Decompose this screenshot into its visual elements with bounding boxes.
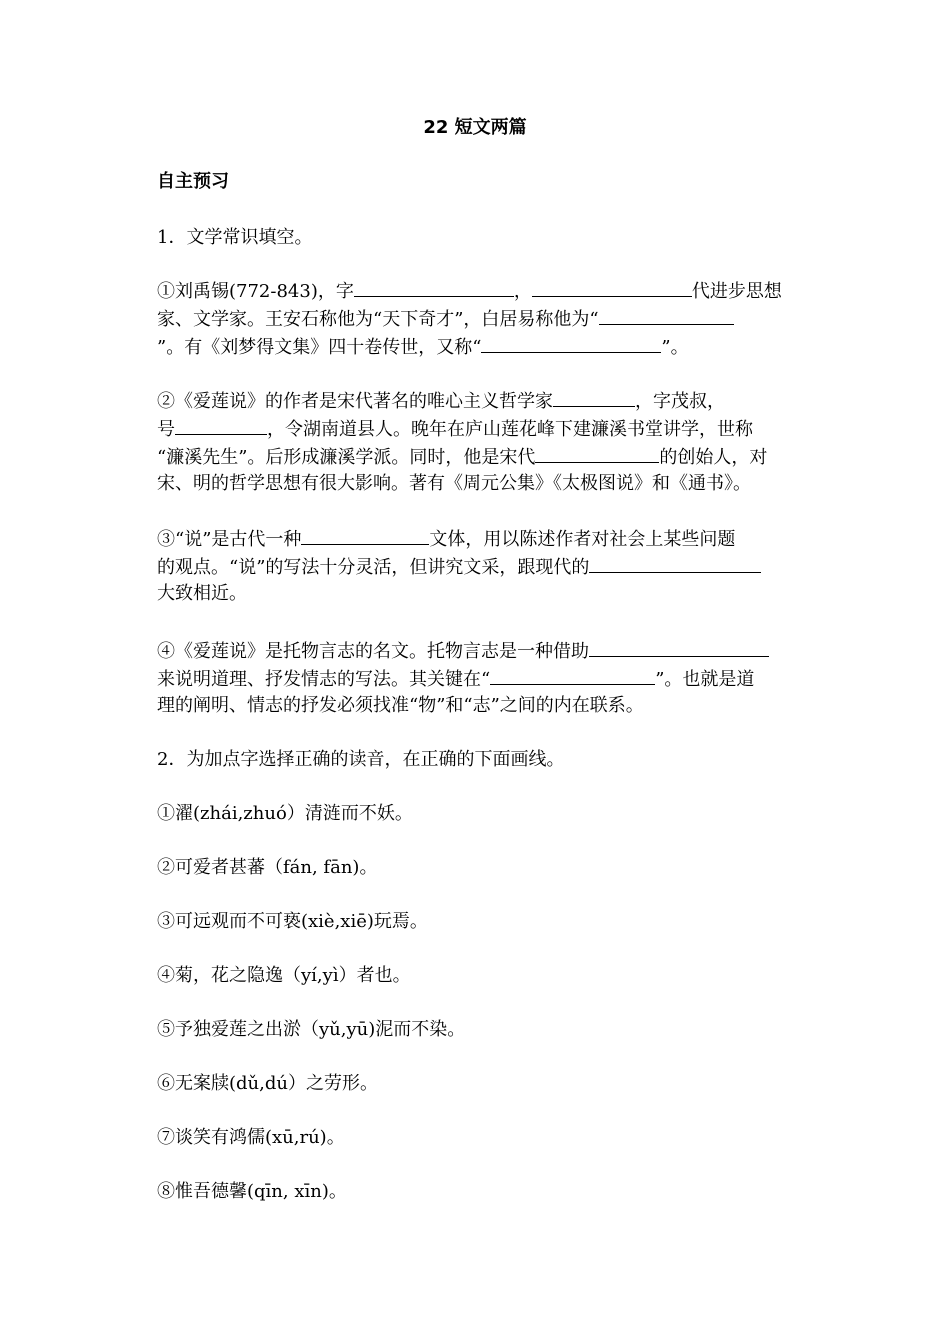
blank-hao[interactable] (175, 414, 267, 435)
blank-author[interactable] (553, 386, 635, 407)
blank-zi[interactable] (354, 276, 514, 297)
blank-dynasty[interactable] (532, 276, 692, 297)
q2-item-6: ⑥无案牍(dǔ,dú）之劳形。 (157, 1073, 378, 1094)
q1-item-1 (157, 276, 793, 360)
page-title: 22 短文两篇 (423, 117, 527, 138)
question-2-heading: 2．为加点字选择正确的读音，在正确的下面画线。 (157, 749, 565, 770)
q2-item-5: ⑤予独爱莲之出淤（yǔ,yū)泥而不染。 (157, 1019, 466, 1040)
q1-item-2 (157, 386, 793, 498)
blank-key[interactable] (490, 664, 655, 685)
q1-item-2-line-4: 宋、明的哲学思想有很大影响。著有《周元公集》《太极图说》和《通书》。 (157, 473, 751, 494)
blank-genre[interactable] (301, 524, 429, 545)
q1-item-1-line-2: 家、文学家。王安石称他为“天下奇才”，白居易称他为“ (157, 304, 793, 332)
question-1-heading: 1．文学常识填空。 (157, 227, 313, 248)
q1-item-3-line-1: ③“说”是古代一种 文体，用以陈述作者对社会上某些问题 (157, 524, 793, 552)
q2-item-4: ④菊，花之隐逸（yí,yì）者也。 (157, 965, 411, 986)
q1-item-3 (157, 524, 793, 608)
q1-item-4-line-2: 来说明道理、抒发情志的写法。其关键在“ ”。也就是道 (157, 664, 793, 692)
blank-bai-juyi-title[interactable] (599, 304, 734, 325)
q1-item-3-line-2: 的观点。“说”的写法十分灵活，但讲究文采，跟现代的 (157, 552, 793, 580)
blank-modern-genre[interactable] (589, 552, 761, 573)
q2-item-3: ③可远观而不可亵(xiè,xiē)玩焉。 (157, 911, 428, 932)
q1-item-1-line-3: ”。有《刘梦得文集》四十卷传世，又称“ ”。 (157, 332, 793, 360)
blank-medium[interactable] (589, 636, 769, 657)
q2-item-1: ①濯(zhái,zhuó）清涟而不妖。 (157, 803, 413, 824)
q1-item-3-line-3: 大致相近。 (157, 583, 247, 604)
q1-item-2-line-3: “濂溪先生”。后形成濂溪学派。同时，他是宋代 的创始人，对 (157, 442, 793, 470)
blank-alt-title[interactable] (481, 332, 661, 353)
section-heading: 自主预习 (157, 171, 229, 192)
q2-item-2: ②可爱者甚蕃（fán, fān)。 (157, 857, 378, 878)
q2-item-8: ⑧惟吾德馨(qīn, xīn)。 (157, 1181, 347, 1202)
q1-item-2-line-2: 号 ，令湖南道县人。晚年在庐山莲花峰下建濂溪书堂讲学，世称 (157, 414, 793, 442)
q1-item-2-line-1: ②《爱莲说》的作者是宋代著名的唯心主义哲学家 ，字茂叔， (157, 386, 793, 414)
q2-item-7: ⑦谈笑有鸿儒(xū,rú)。 (157, 1127, 345, 1148)
q1-item-4 (157, 636, 793, 720)
blank-school[interactable] (535, 442, 659, 463)
q1-item-4-line-3: 理的阐明、情志的抒发必须找准“物”和“志”之间的内在联系。 (157, 695, 644, 716)
q1-item-4-line-1: ④《爱莲说》是托物言志的名文。托物言志是一种借助 (157, 636, 793, 664)
q1-item-1-line-1: ①刘禹锡(772-843)，字 ， 代进步思想 (157, 276, 793, 304)
